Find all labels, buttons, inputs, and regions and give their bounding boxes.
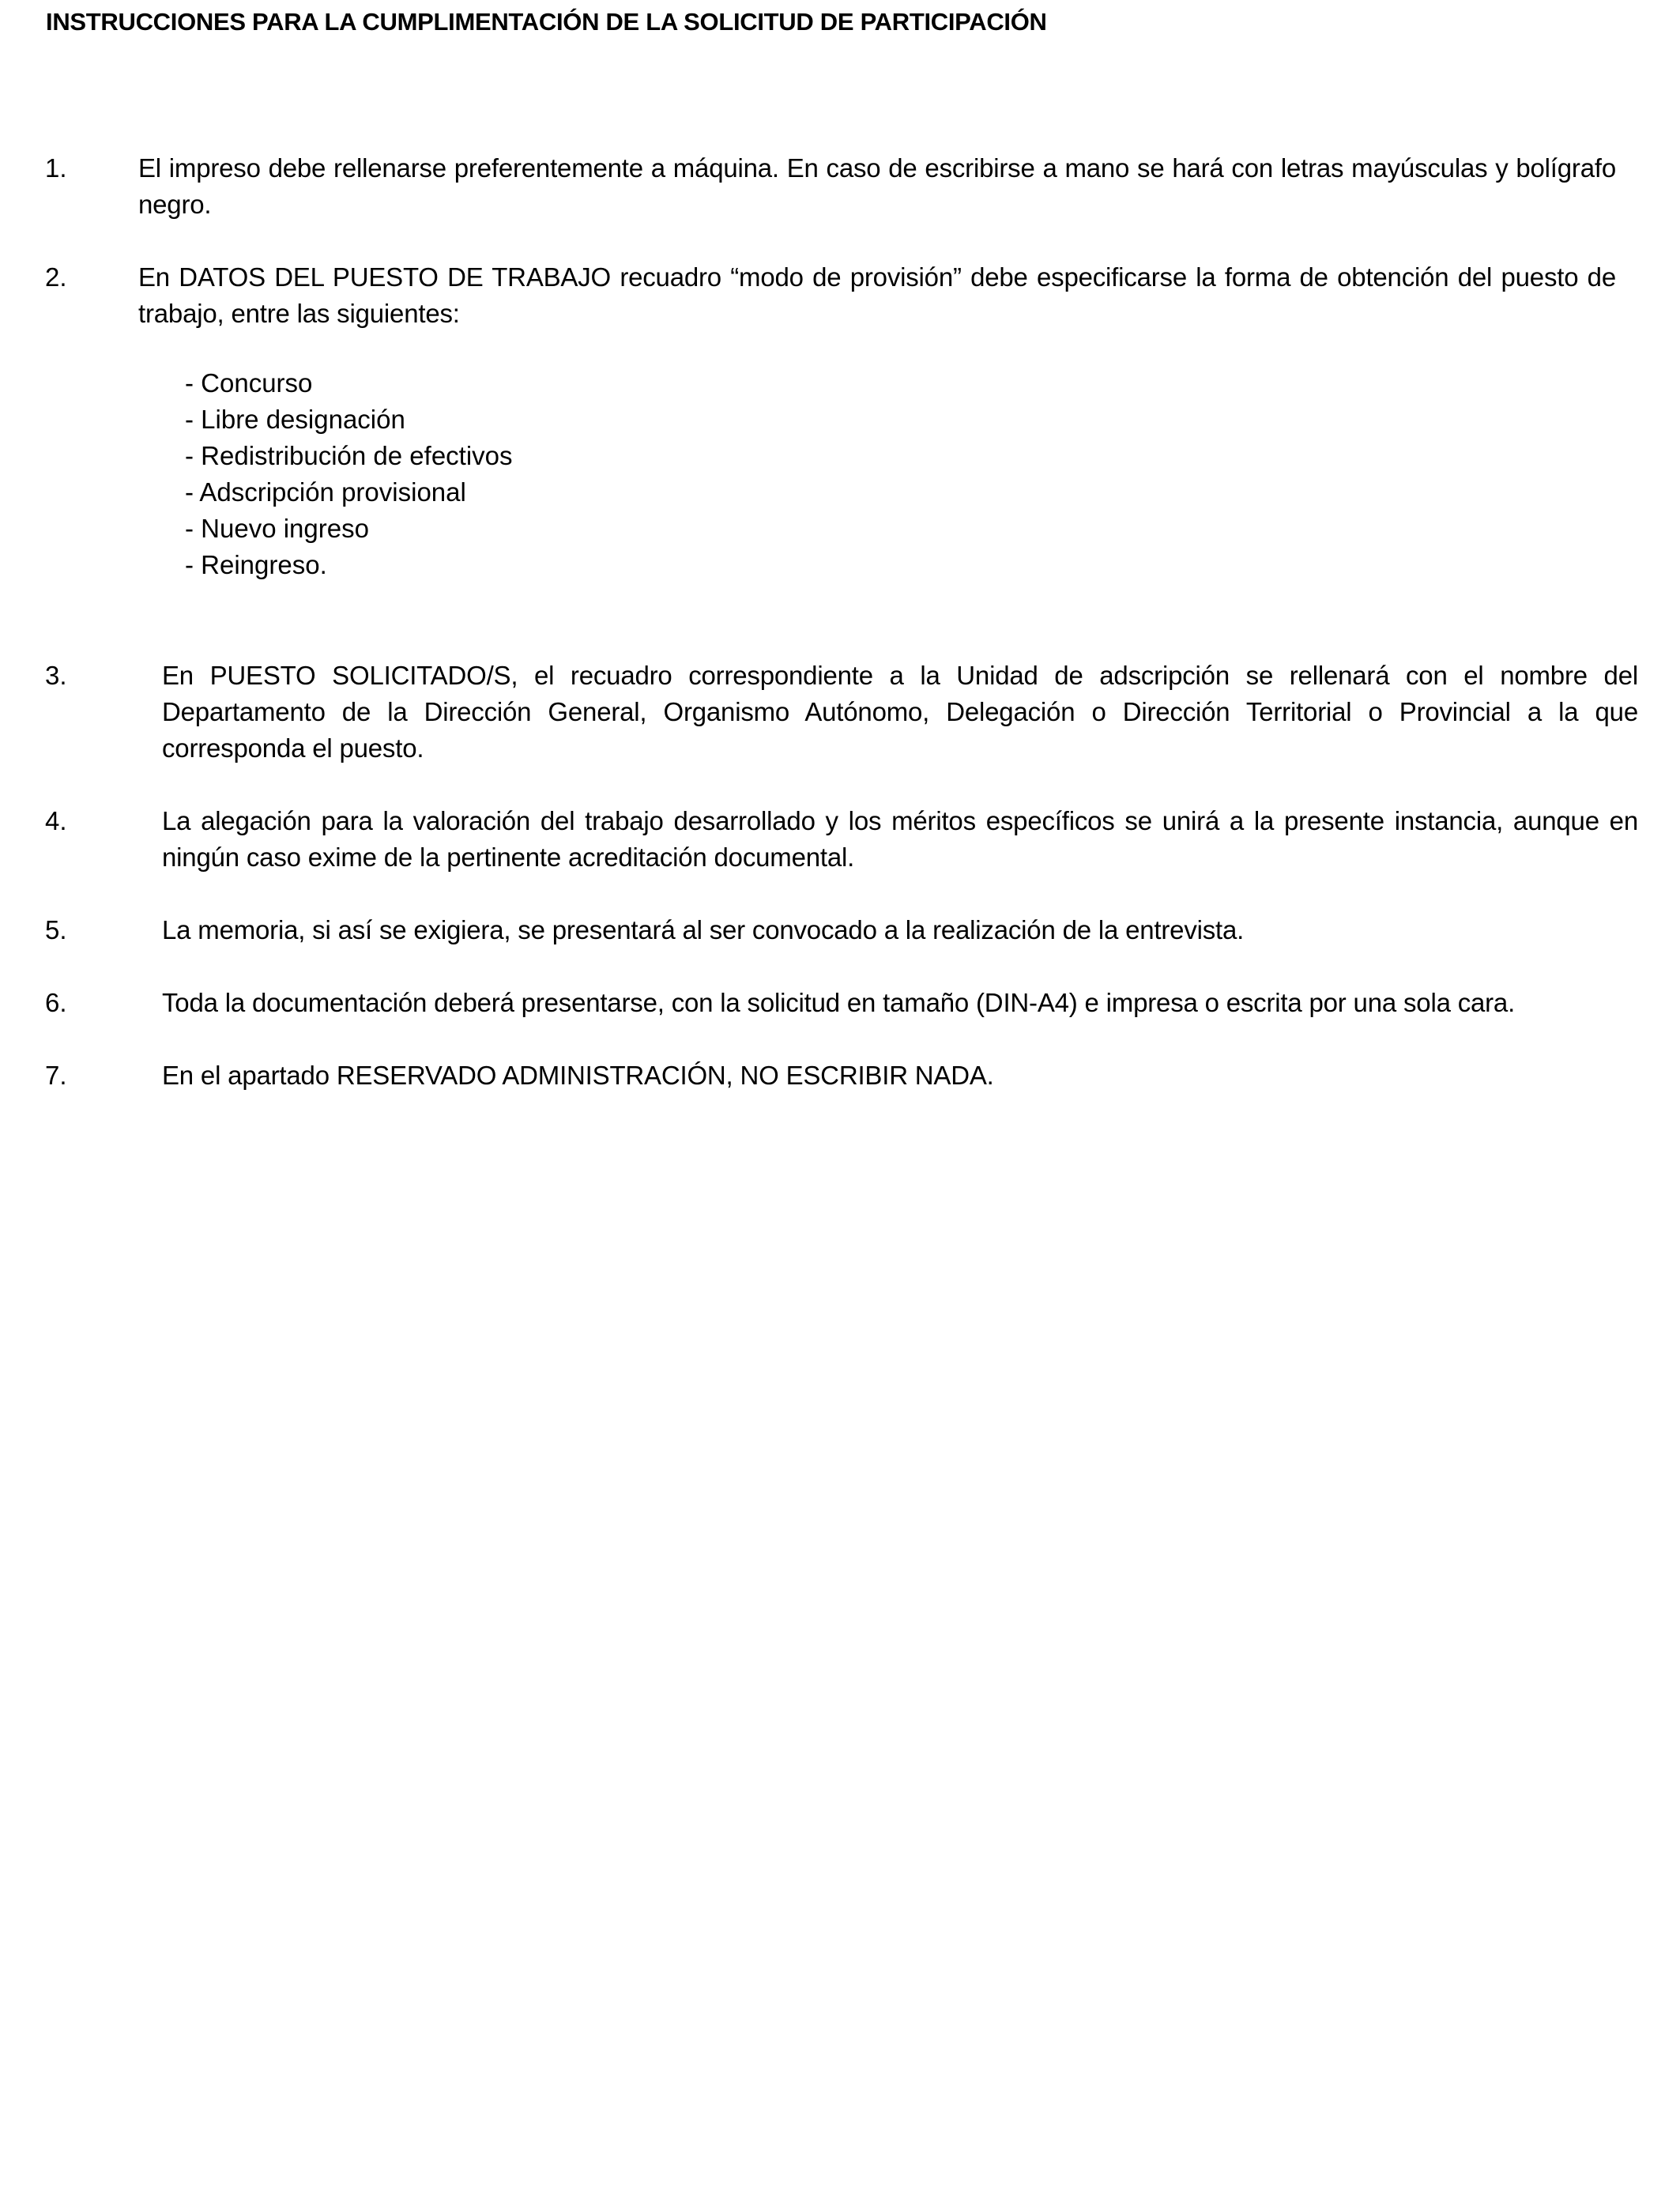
item-number: 2. bbox=[45, 262, 67, 292]
item-text: En DATOS DEL PUESTO DE TRABAJO recuadro “modo de provisión” debe especificarse la forma de obtención del puesto de trabajo, entre las siguientes: bbox=[138, 262, 1616, 328]
list-item: - Nuevo ingreso bbox=[185, 514, 369, 543]
item-number: 5. bbox=[45, 915, 67, 944]
item-text: Toda la documentación deberá presentarse, con la solicitud en tamaño (DIN-A4) e impresa o escrita por una sola cara. bbox=[162, 988, 1516, 1017]
document-title: INSTRUCCIONES PARA LA CUMPLIMENTACIÓN DE LA SOLICITUD DE PARTICIPACIÓN bbox=[46, 8, 1047, 36]
list-item: - Adscripción provisional bbox=[185, 477, 466, 507]
item-number: 6. bbox=[45, 988, 67, 1017]
item-text: La alegación para la valoración del trabajo desarrollado y los méritos específicos se unirá a la presente instancia, aunque en ningún caso exime de la pertinente acreditación documental. bbox=[162, 806, 1638, 872]
item-text: En PUESTO SOLICITADO/S, el recuadro correspondiente a la Unidad de adscripción se rellenará con el nombre del Departamento de la Dirección General, Organismo Autónomo, Delegación o Dirección Territorial o Provincial a la que corresponda el puesto. bbox=[162, 661, 1638, 763]
provision-options-list bbox=[185, 365, 513, 583]
item-text: En el apartado RESERVADO ADMINISTRACIÓN, NO ESCRIBIR NADA. bbox=[162, 1061, 994, 1090]
item-number: 7. bbox=[45, 1061, 67, 1090]
item-number: 4. bbox=[45, 806, 67, 835]
item-text: La memoria, si así se exigiera, se presentará al ser convocado a la realización de la entrevista. bbox=[162, 915, 1245, 944]
list-item: - Reingreso. bbox=[185, 550, 327, 579]
list-item: - Redistribución de efectivos bbox=[185, 441, 513, 470]
item-number: 3. bbox=[45, 661, 67, 690]
item-text: El impreso debe rellenarse preferentemente a máquina. En caso de escribirse a mano se hará con letras mayúsculas y bolígrafo negro. bbox=[138, 153, 1616, 219]
list-item: - Concurso bbox=[185, 368, 313, 398]
list-item: - Libre designación bbox=[185, 405, 405, 434]
item-number: 1. bbox=[45, 153, 67, 183]
